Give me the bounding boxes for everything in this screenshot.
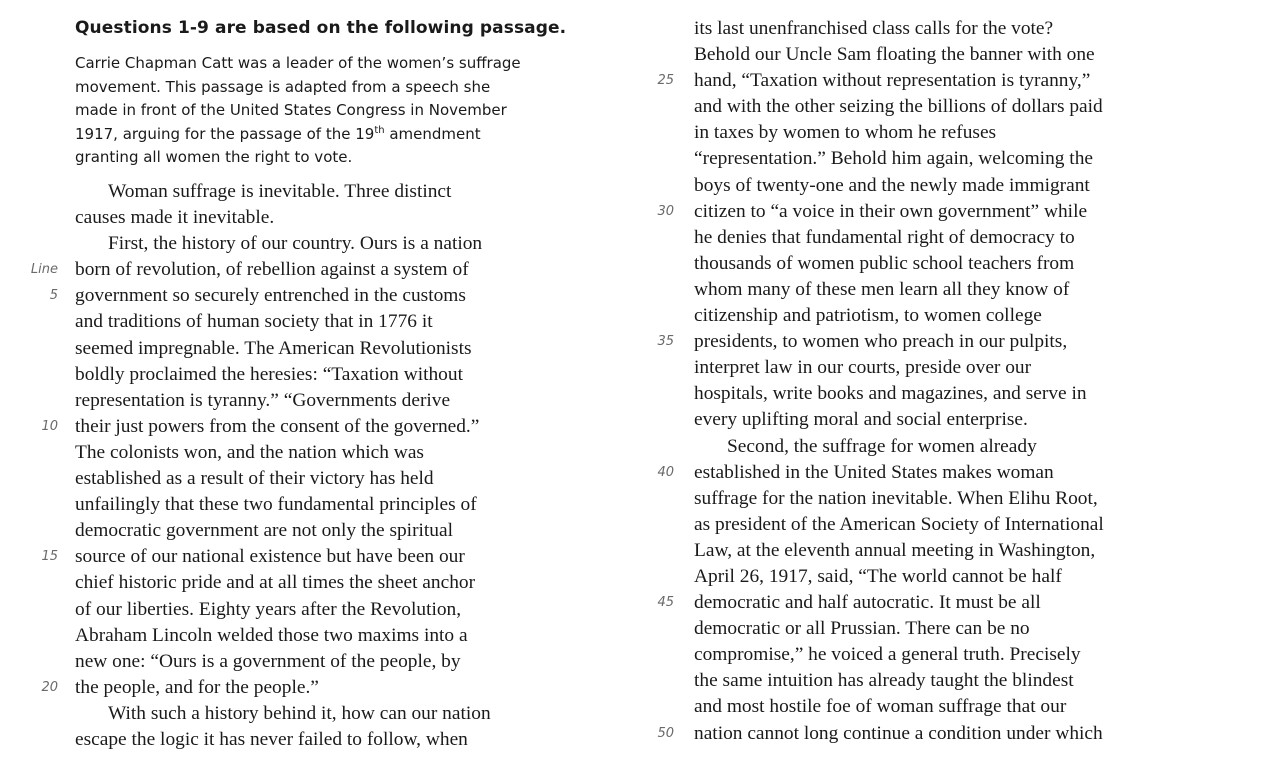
passage-text: Law, at the eleventh annual meeting in Washington, [694, 539, 1096, 561]
passage-text: Abraham Lincoln welded those two maxims into a [75, 624, 468, 646]
passage-text: interpret law in our courts, preside over our [694, 357, 1032, 379]
passage-text: source of our national existence but have been our [75, 546, 465, 568]
passage-text: established in the United States makes woman [694, 461, 1054, 483]
passage-line [75, 623, 615, 649]
passage-line [694, 407, 1254, 433]
passage-line [75, 309, 615, 335]
line-number: 45 [657, 595, 674, 611]
passage-line [694, 120, 1254, 146]
passage-line [657, 68, 1254, 94]
line-number: 30 [657, 203, 674, 219]
passage-line [75, 231, 615, 257]
passage-text: citizen to “a voice in their own government” while [694, 200, 1088, 222]
passage-line [657, 329, 1254, 355]
line-number: 20 [41, 679, 58, 695]
passage-line [41, 414, 615, 440]
passage-line [694, 434, 1254, 460]
passage-text: and most hostile foe of woman suffrage that our [694, 696, 1067, 718]
passage-text: With such a history behind it, how can our nation [108, 702, 491, 724]
passage-text: escape the logic it has never failed to follow, when [75, 728, 468, 750]
passage-text: nation cannot long continue a condition under which [694, 722, 1103, 744]
passage-line [694, 668, 1254, 694]
passage-line [75, 179, 615, 205]
line-number: 15 [41, 549, 58, 565]
passage-line [657, 460, 1254, 486]
intro-line: made in front of the United States Congress in November [75, 101, 507, 119]
passage-text: the people, and for the people.” [75, 676, 319, 698]
passage-text: April 26, 1917, said, “The world cannot be half [694, 565, 1062, 587]
passage-text: causes made it inevitable. [75, 207, 275, 229]
passage-line [75, 597, 615, 623]
passage-line [694, 564, 1254, 590]
passage-line [75, 727, 615, 753]
line-number: 5 [49, 288, 58, 304]
passage-text: as president of the American Society of International [694, 513, 1104, 535]
passage-text: The colonists won, and the nation which was [75, 441, 424, 463]
line-number: Line [30, 262, 58, 278]
passage-line [694, 303, 1254, 329]
passage-line [75, 492, 615, 518]
passage-text: Behold our Uncle Sam floating the banner with one [694, 44, 1095, 66]
passage-line [75, 466, 615, 492]
passage-line [694, 277, 1254, 303]
passage-text: boldly proclaimed the heresies: “Taxation without [75, 363, 463, 385]
passage-text: democratic or all Prussian. There can be no [694, 618, 1030, 640]
passage-text: the same intuition has already taught the blindest [694, 670, 1074, 692]
passage-text: whom many of these men learn all they know of [694, 278, 1070, 300]
passage-line [694, 512, 1254, 538]
passage-line [694, 42, 1254, 68]
passage-line [75, 440, 615, 466]
passage-text: their just powers from the consent of the governed.” [75, 415, 480, 437]
line-number: 10 [41, 418, 58, 434]
passage-line [75, 362, 615, 388]
passage-text: chief historic pride and at all times the sheet anchor [75, 572, 476, 594]
passage-text: “representation.” Behold him again, welcoming the [694, 148, 1093, 170]
passage-line [694, 173, 1254, 199]
passage-text: new one: “Ours is a government of the people, by [75, 650, 461, 672]
passage-text: and traditions of human society that in 1776 it [75, 311, 433, 333]
passage-line [75, 518, 615, 544]
ordinal-suffix: th [374, 124, 385, 136]
passage-line [694, 355, 1254, 381]
passage-text: hand, “Taxation without representation is tyranny,” [694, 70, 1091, 92]
passage-text: established as a result of their victory has held [75, 468, 434, 490]
passage-line [657, 721, 1254, 747]
passage-text: seemed impregnable. The American Revolutionists [75, 337, 472, 359]
passage-text: presidents, to women who preach in our pulpits, [694, 331, 1068, 353]
line-number: 40 [657, 464, 674, 480]
passage-intro [75, 52, 521, 170]
passage-line [694, 381, 1254, 407]
passage-line [694, 251, 1254, 277]
passage-line [694, 225, 1254, 251]
passage-text: unfailingly that these two fundamental principles of [75, 494, 477, 516]
passage-text: democratic and half autocratic. It must be all [694, 592, 1041, 614]
passage-text: First, the history of our country. Ours is a nation [108, 233, 483, 255]
passage-text: in taxes by women to whom he refuses [694, 122, 997, 144]
passage-text: Second, the suffrage for women already [727, 435, 1037, 457]
passage-text: every uplifting moral and social enterprise. [694, 409, 1028, 431]
passage-text: government so securely entrenched in the customs [75, 285, 466, 307]
passage-line [49, 283, 615, 309]
passage-text: democratic government are not only the spiritual [75, 520, 453, 542]
passage-text: its last unenfranchised class calls for the vote? [694, 18, 1054, 39]
passage-line [694, 694, 1254, 720]
passage-text: suffrage for the nation inevitable. When Elihu Root, [694, 487, 1098, 509]
passage-right-column [657, 16, 1254, 747]
passage-text: citizenship and patriotism, to women college [694, 305, 1042, 327]
passage-text: hospitals, write books and magazines, and serve in [694, 383, 1087, 405]
passage-line [657, 590, 1254, 616]
passage-left-column [30, 179, 615, 753]
passage-line [657, 199, 1254, 225]
intro-text: amendment [384, 124, 481, 143]
passage-text: he denies that fundamental right of democracy to [694, 226, 1075, 248]
passage-line [694, 94, 1254, 120]
passage-text: and with the other seizing the billions of dollars paid [694, 96, 1103, 118]
line-number: 50 [657, 725, 674, 741]
passage-line [694, 538, 1254, 564]
intro-line: granting all women the right to vote. [75, 148, 353, 166]
passage-line [694, 146, 1254, 172]
passage-line [75, 649, 615, 675]
intro-line [75, 123, 521, 147]
passage-line [75, 205, 615, 231]
passage-line [41, 544, 615, 570]
line-number: 35 [657, 334, 674, 350]
intro-text: 1917, arguing for the passage of the 19 [75, 124, 375, 143]
passage-line [694, 16, 1254, 42]
passage-line [41, 675, 615, 701]
passage-text: of our liberties. Eighty years after the Revolution, [75, 598, 462, 620]
passage-line [75, 388, 615, 414]
passage-text: compromise,” he voiced a general truth. Precisely [694, 644, 1081, 666]
intro-line: Carrie Chapman Catt was a leader of the women’s suffrage [75, 54, 521, 72]
passage-text: thousands of women public school teachers from [694, 252, 1075, 274]
intro-line: movement. This passage is adapted from a speech she [75, 77, 491, 96]
passage-line [30, 257, 615, 283]
questions-heading: Questions 1-9 are based on the following passage. [75, 18, 567, 38]
line-number: 25 [657, 73, 674, 89]
passage-line [75, 701, 615, 727]
passage-line [75, 336, 615, 362]
passage-text: Woman suffrage is inevitable. Three distinct [108, 181, 452, 202]
passage-line [75, 570, 615, 596]
passage-text: boys of twenty-one and the newly made immigrant [694, 174, 1090, 196]
passage-line [694, 616, 1254, 642]
passage-line [694, 486, 1254, 512]
passage-text: representation is tyranny.” “Governments derive [75, 389, 451, 411]
passage-line [694, 642, 1254, 668]
passage-text: born of revolution, of rebellion against a system of [75, 259, 469, 281]
